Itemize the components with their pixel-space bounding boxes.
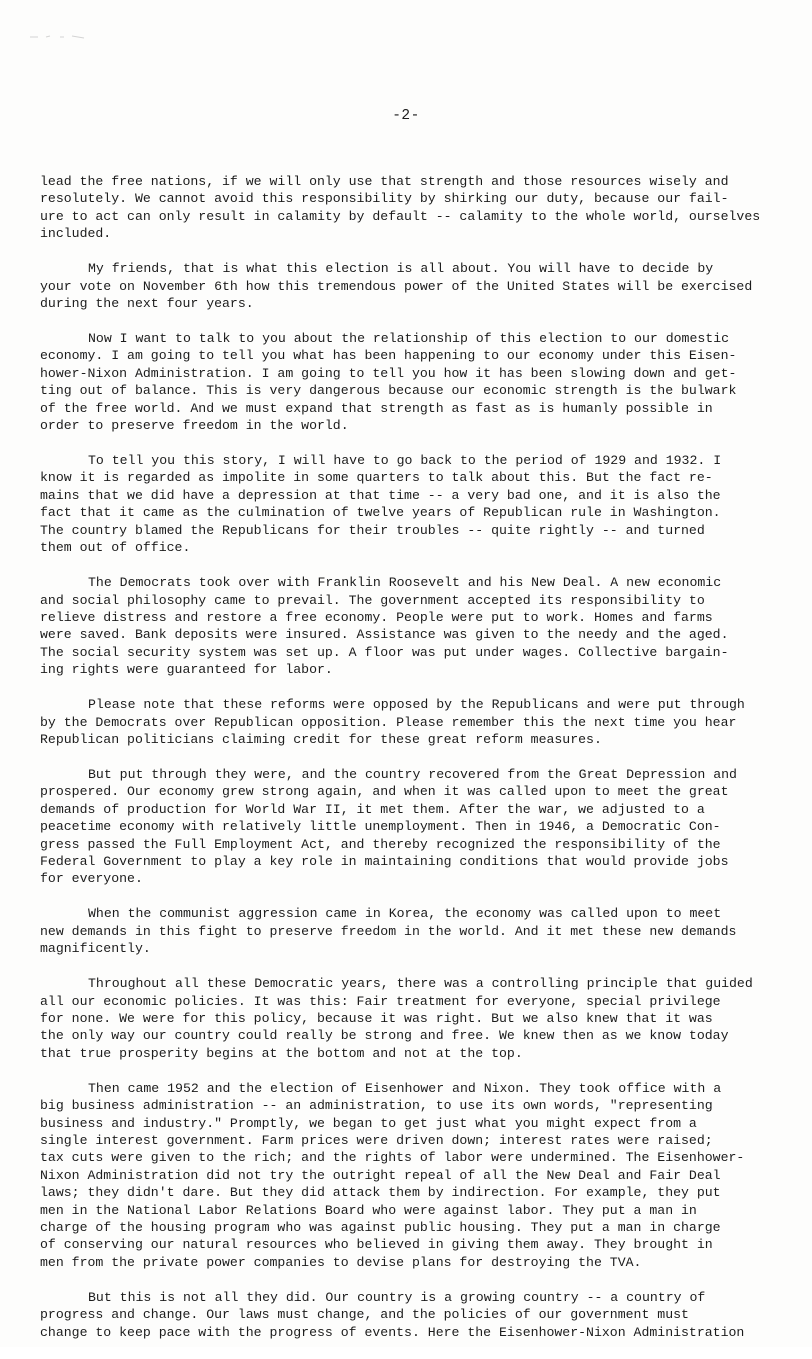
text-line: economy. I am going to tell you what has been happening to our economy under this Eisen- xyxy=(40,348,737,364)
page-number: -2- xyxy=(392,108,420,124)
text-line: of the free world. And we must expand that strength as fast as is humanly possible in xyxy=(40,400,713,416)
text-line: But this is not all they did. Our country is a growing country -- a country of xyxy=(88,1289,706,1305)
text-line: peacetime economy with relatively little unemployment. Then in 1946, a Democratic Con- xyxy=(40,819,721,835)
text-line: The Democrats took over with Franklin Roosevelt and his New Deal. A new economic xyxy=(88,575,722,591)
text-line: were saved. Bank deposits were insured. Assistance was given to the needy and the aged. xyxy=(40,627,729,643)
text-line: the only way our country could really be strong and free. We knew then as we know today xyxy=(40,1028,729,1044)
text-line: change to keep pace with the progress of events. Here the Eisenhower-Nixon Administration xyxy=(40,1324,745,1340)
text-line: demands of production for World War II, it met them. After the war, we adjusted to a xyxy=(40,801,705,817)
text-line: during the next four years. xyxy=(40,296,254,312)
paragraph xyxy=(40,1080,775,1271)
text-line: ure to act can only result in calamity by default -- calamity to the whole world, ourselves xyxy=(40,208,761,224)
text-line: Then came 1952 and the election of Eisenhower and Nixon. They took office with a xyxy=(88,1080,722,1096)
text-line: by the Democrats over Republican opposition. Please remember this the next time you hear xyxy=(40,714,737,730)
text-line: My friends, that is what this election is all about. You will have to decide by xyxy=(88,261,714,277)
paragraph xyxy=(40,574,775,678)
document-body xyxy=(40,173,775,1359)
paragraph xyxy=(40,260,775,312)
text-line: that true prosperity begins at the bottom and not at the top. xyxy=(40,1045,523,1061)
paragraph xyxy=(40,452,775,556)
text-line: them out of office. xyxy=(40,540,191,556)
text-line: progress and change. Our laws must change, and the policies of our government must xyxy=(40,1307,689,1323)
text-line: Federal Government to play a key role in maintaining conditions that would provide jobs xyxy=(40,853,729,869)
text-line: men in the National Labor Relations Board who were against labor. They put a man in xyxy=(40,1202,697,1218)
paragraph xyxy=(40,905,775,957)
text-line: and social philosophy came to prevail. The government accepted its responsibility to xyxy=(40,592,705,608)
text-line: lead the free nations, if we will only use that strength and those resources wisely and xyxy=(40,174,729,189)
text-line: know it is regarded as impolite in some quarters to talk about this. But the fact re- xyxy=(40,470,713,486)
text-line: Throughout all these Democratic years, there was a controlling principle that guided xyxy=(88,976,753,992)
text-line: When the communist aggression came in Korea, the economy was called upon to meet xyxy=(88,906,722,922)
text-line: charge of the housing program who was against public housing. They put a man in charge xyxy=(40,1220,721,1236)
text-line: big business administration -- an administration, to use its own words, "representing xyxy=(40,1098,713,1114)
text-line: order to preserve freedom in the world. xyxy=(40,418,349,434)
text-line: Please note that these reforms were opposed by the Republicans and were put through xyxy=(88,697,745,713)
text-line: relieve distress and restore a free economy. People were put to work. Homes and farms xyxy=(40,609,713,625)
text-line: of conserving our natural resources who believed in giving them away. They brought in xyxy=(40,1237,713,1253)
text-line: single interest government. Farm prices were driven down; interest rates were raised; xyxy=(40,1133,713,1149)
text-line: all our economic policies. It was this: Fair treatment for everyone, special privilege xyxy=(40,993,721,1009)
text-line: included. xyxy=(40,226,112,242)
text-line: But put through they were, and the country recovered from the Great Depression and xyxy=(88,766,737,782)
text-line: men from the private power companies to devise plans for destroying the TVA. xyxy=(40,1254,642,1270)
text-line: To tell you this story, I will have to go back to the period of 1929 and 1932. I xyxy=(88,453,722,469)
text-line: fact that it came as the culmination of twelve years of Republican rule in Washington. xyxy=(40,505,721,521)
text-line: your vote on November 6th how this tremendous power of the United States will be exercised xyxy=(40,278,753,294)
text-line: business and industry." Promptly, we began to get just what you might expect from a xyxy=(40,1115,697,1131)
paragraph xyxy=(40,1289,775,1341)
text-line: gress passed the Full Employment Act, and thereby recognized the responsibility of the xyxy=(40,836,721,852)
paragraph xyxy=(40,766,775,888)
text-line: The social security system was set up. A floor was put under wages. Collective bargain- xyxy=(40,644,729,660)
text-line: for none. We were for this policy, because it was right. But we also knew that it was xyxy=(40,1011,713,1026)
text-line: hower-Nixon Administration. I am going to tell you how it has been slowing down and get- xyxy=(40,365,737,381)
text-line: resolutely. We cannot avoid this responsibility by shirking our duty, because our fail- xyxy=(40,191,729,207)
text-line: laws; they didn't dare. But they did attack them by indirection. For example, they put xyxy=(40,1185,721,1201)
text-line: Republican politicians claiming credit for these great reform measures. xyxy=(40,731,602,747)
text-line: prospered. Our economy grew strong again, and when it was called upon to meet the great xyxy=(40,784,729,800)
scan-mark xyxy=(28,34,88,40)
text-line: for everyone. xyxy=(40,871,143,887)
text-line: tax cuts were given to the rich; and the rights of labor were undermined. The Eisenhower- xyxy=(40,1150,745,1166)
paragraph xyxy=(40,696,775,748)
paragraph xyxy=(40,975,775,1062)
text-line: mains that we did have a depression at that time -- a very bad one, and it is also the xyxy=(40,487,721,503)
text-line: The country blamed the Republicans for their troubles -- quite rightly -- and turned xyxy=(40,522,705,538)
text-line: Now I want to talk to you about the relationship of this election to our domestic xyxy=(88,331,730,347)
text-line: ting out of balance. This is very dangerous because our economic strength is the bulwark xyxy=(40,383,737,399)
text-line: magnificently. xyxy=(40,941,151,957)
text-line: new demands in this fight to preserve freedom in the world. And it met these new demands xyxy=(40,923,737,939)
paragraph xyxy=(40,173,775,243)
text-line: ing rights were guaranteed for labor. xyxy=(40,662,333,678)
text-line: Nixon Administration did not try the outright repeal of all the New Deal and Fair Deal xyxy=(40,1167,721,1183)
paragraph xyxy=(40,330,775,434)
